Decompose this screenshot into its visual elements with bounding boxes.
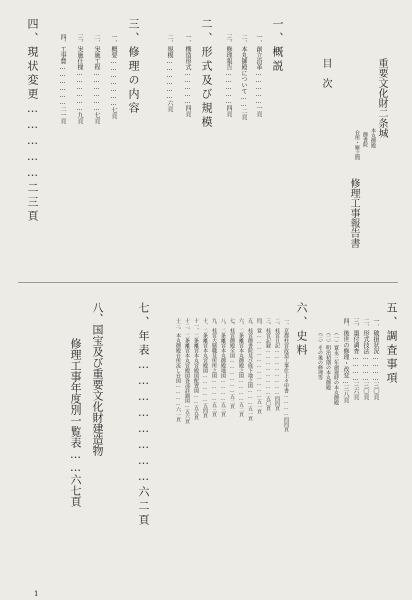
report-title: 重要文化財二条城 — [376, 58, 387, 138]
report-subtitle-3: 台所・雁之間 — [354, 130, 360, 160]
section-divider — [18, 282, 398, 283]
toc-subentry: （三）その後の修理等 — [317, 330, 323, 380]
section-heading-2: 二、形式及び規模 — [200, 18, 213, 130]
toc-entry: 一、構造形式……………四頁 — [184, 34, 191, 117]
toc-entry: 一、創立沿革……………一頁 — [255, 34, 262, 117]
report-subtitle-1: 本丸御殿 — [370, 128, 376, 148]
section-heading-4: 四、現状変更……………二三頁 — [26, 18, 39, 224]
toc-entry: 三、墨付調査…………三六頁 — [352, 318, 359, 400]
section-heading-6: 六、史料 — [295, 302, 308, 358]
toc-heading: 目次 — [320, 58, 331, 98]
toc-entry: 三、修理報告……………四頁 — [225, 34, 232, 117]
toc-entry: 四、工事費………………二一頁 — [59, 34, 66, 124]
toc-entry: 三、桂宮記録……………………五〇頁 — [265, 318, 271, 411]
toc-entry: 三、実施仕様………………九頁 — [76, 34, 83, 124]
toc-entry: 二、本丸御殿について……二頁 — [240, 34, 247, 120]
toc-entry: 十一、二条離宮本丸宮殿図配置図……五五頁 — [193, 318, 199, 420]
toc-entry: 十、二条離宮本丸宮殿図……………五四頁 — [202, 318, 208, 418]
report-title-tail: 修理工事報告書 — [348, 178, 359, 248]
toc-entry: 五、桂宮御書院及び庭下地之図………五一頁 — [247, 318, 253, 421]
toc-entry: 四、覚……………………………五一頁 — [256, 318, 262, 414]
toc-entry: 二、実施工程………………七頁 — [93, 34, 100, 124]
toc-entry: 七、桂宮御殿全図………………五二頁 — [229, 318, 235, 409]
section-heading-1: 一、概説 — [271, 18, 284, 74]
toc-entry: 十三、本丸御殿台所流し台図…………六一頁 — [175, 318, 181, 422]
section-heading-8: 八、国宝及び重要文化財建造物 — [91, 302, 104, 456]
toc-entry: 二、形式技法…………三〇頁 — [362, 318, 369, 400]
toc-entry: 一、概要…………………七頁 — [110, 34, 117, 119]
toc-subentry: （一）寛永三年創建時の本丸御殿 — [333, 330, 339, 405]
report-subtitle-2: 御書院 — [362, 132, 368, 147]
toc-entry: 十二、二条離宮本丸宮殿図各部詳細図…五六頁 — [184, 318, 190, 424]
toc-entry: 二、規模………………六頁 — [166, 34, 173, 112]
report-title-head — [376, 58, 386, 138]
toc-entry: 四、後世の修理・改変…三八頁 — [342, 318, 349, 403]
toc-entry: 八、二条離宮本丸御殿地図…………五三頁 — [220, 318, 226, 417]
toc-entry: 一、破損状況…………三〇頁 — [372, 318, 379, 400]
toc-subentry: （二）明治初期の本丸御殿 — [325, 330, 331, 390]
section-heading-5: 五、調査事項 — [385, 302, 398, 386]
toc-entry: 一、京都柱宮改造工事仕上々申書…………四四頁 — [283, 318, 289, 432]
page-number: 1 — [34, 590, 39, 598]
toc-entry: 九、桂宮大膳職及所所之図…………五三頁 — [211, 318, 217, 417]
section-heading-3: 三、修理の内容 — [127, 18, 140, 116]
toc-entry: 六、二条離宮本丸御殿之図…………五二頁 — [238, 318, 244, 417]
toc-entry: 二、桂宮日記……………………四四頁 — [274, 318, 280, 411]
section-heading-8-cont: 修理工事年度別一覧表……六七頁 — [69, 338, 82, 507]
section-heading-7: 七、年表……………………六二頁 — [137, 302, 150, 528]
